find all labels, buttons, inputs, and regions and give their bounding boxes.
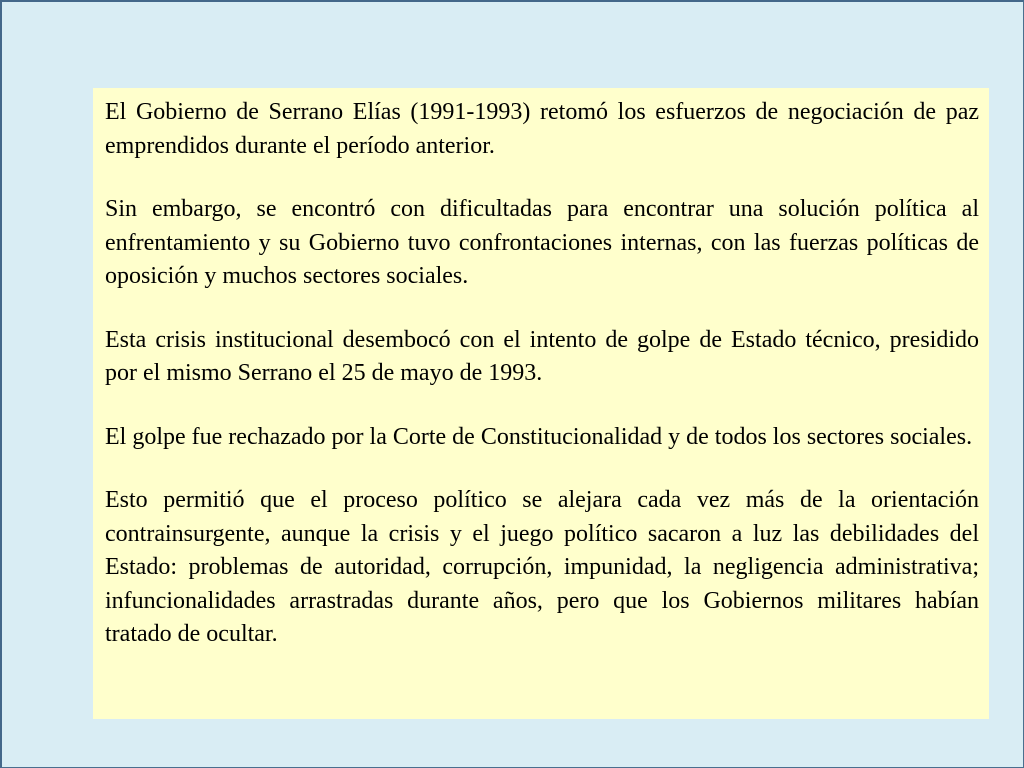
text-box	[93, 88, 989, 719]
paragraph-3: Esta crisis institucional desembocó con el intento de golpe de Estado técnico, presidido por el mismo Serrano el 25 de mayo de 1993.	[105, 326, 979, 386]
paragraph-5: Esto permitió que el proceso político se alejara cada vez más de la orientación contrainsurgente, aunque la crisis y el juego político sacaron a luz las debilidades del Estado: problemas de autoridad, corrupción, impunidad, la negligencia administrativa; infuncionalidades arrastradas durante años, pero que los Gobiernos militares habían tratado de ocultar.	[105, 487, 979, 647]
paragraph-1: El Gobierno de Serrano Elías (1991-1993) retomó los esfuerzos de negociación de paz emprendidos durante el período anterior.	[105, 99, 979, 159]
paragraph-4: El golpe fue rechazado por la Corte de Constitucionalidad y de todos los sectores sociales.	[105, 423, 973, 450]
paragraph-2: Sin embargo, se encontró con dificultadas para encontrar una solución política al enfrentamiento y su Gobierno tuvo confrontaciones internas, con las fuerzas políticas de oposición y muchos sectores sociales.	[105, 196, 979, 289]
